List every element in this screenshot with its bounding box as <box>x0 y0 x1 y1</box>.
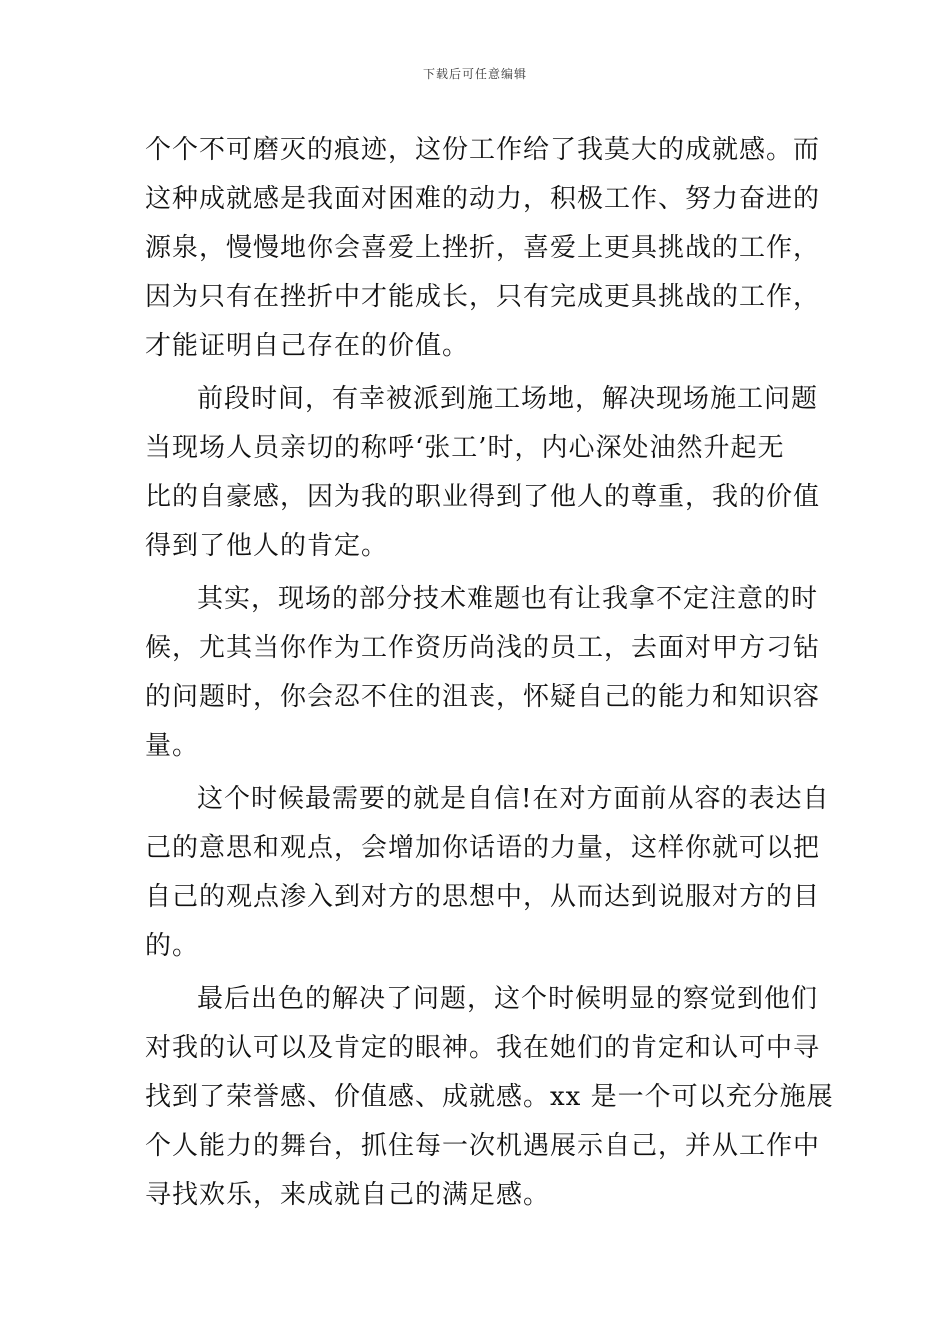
paragraph-line: 自己的观点渗入到对方的思想中，从而达到说服对方的目 <box>145 882 821 912</box>
paragraph-line: 源泉，慢慢地你会喜爱上挫折，喜爱上更具挑战的工作， <box>145 233 821 263</box>
paragraph-line: 比的自豪感，因为我的职业得到了他人的尊重，我的价值 <box>145 482 821 512</box>
paragraph-line: 个个不可磨灭的痕迹，这份工作给了我莫大的成就感。而 <box>145 135 821 165</box>
paragraph-line: 其实，现场的部分技术难题也有让我拿不定注意的时 <box>197 584 819 614</box>
paragraph-1 <box>145 126 821 371</box>
paragraph-line: 个人能力的舞台，抓住每一次机遇展示自己，并从工作中 <box>145 1131 821 1161</box>
paragraph-line: 这种成就感是我面对困难的动力，积极工作、努力奋进的 <box>145 184 821 214</box>
paragraph-line: 最后出色的解决了问题，这个时候明显的察觉到他们 <box>197 984 819 1014</box>
paragraph-2 <box>145 375 821 571</box>
paragraph-line: 得到了他人的肯定。 <box>145 531 389 561</box>
paragraph-line: 己的意思和观点，会增加你话语的力量，这样你就可以把 <box>145 833 821 863</box>
paragraph-line: 当现场人员亲切的称呼‘张工’时，内心深处油然升起无 <box>145 433 785 463</box>
paragraph-line: 的。 <box>145 931 200 961</box>
paragraph-line: 对我的认可以及肯定的眼神。我在她们的肯定和认可中寻 <box>145 1033 821 1063</box>
paragraph-5 <box>145 975 834 1220</box>
paragraph-line: 因为只有在挫折中才能成长，只有完成更具挑战的工作， <box>145 282 821 312</box>
paragraph-line: 找到了荣誉感、价值感、成就感。xx 是一个可以充分施展 <box>145 1082 834 1112</box>
paragraph-line: 寻找欢乐，来成就自己的满足感。 <box>145 1180 551 1210</box>
paragraph-line: 这个时候最需要的就是自信!在对方面前从容的表达自 <box>197 784 830 814</box>
paragraph-4 <box>145 775 830 971</box>
document-body <box>145 126 834 1220</box>
paragraph-line: 前段时间，有幸被派到施工场地，解决现场施工问题 <box>197 384 819 414</box>
paragraph-3 <box>145 575 821 771</box>
header-note: 下载后可任意编辑 <box>422 67 527 81</box>
paragraph-line: 候，尤其当你作为工作资历尚浅的员工，去面对甲方刁钻 <box>145 633 821 663</box>
paragraph-line: 的问题时，你会忍不住的沮丧，怀疑自己的能力和知识容 <box>145 682 821 712</box>
paragraph-line: 量。 <box>145 731 200 761</box>
paragraph-line: 才能证明自己存在的价值。 <box>145 331 470 361</box>
